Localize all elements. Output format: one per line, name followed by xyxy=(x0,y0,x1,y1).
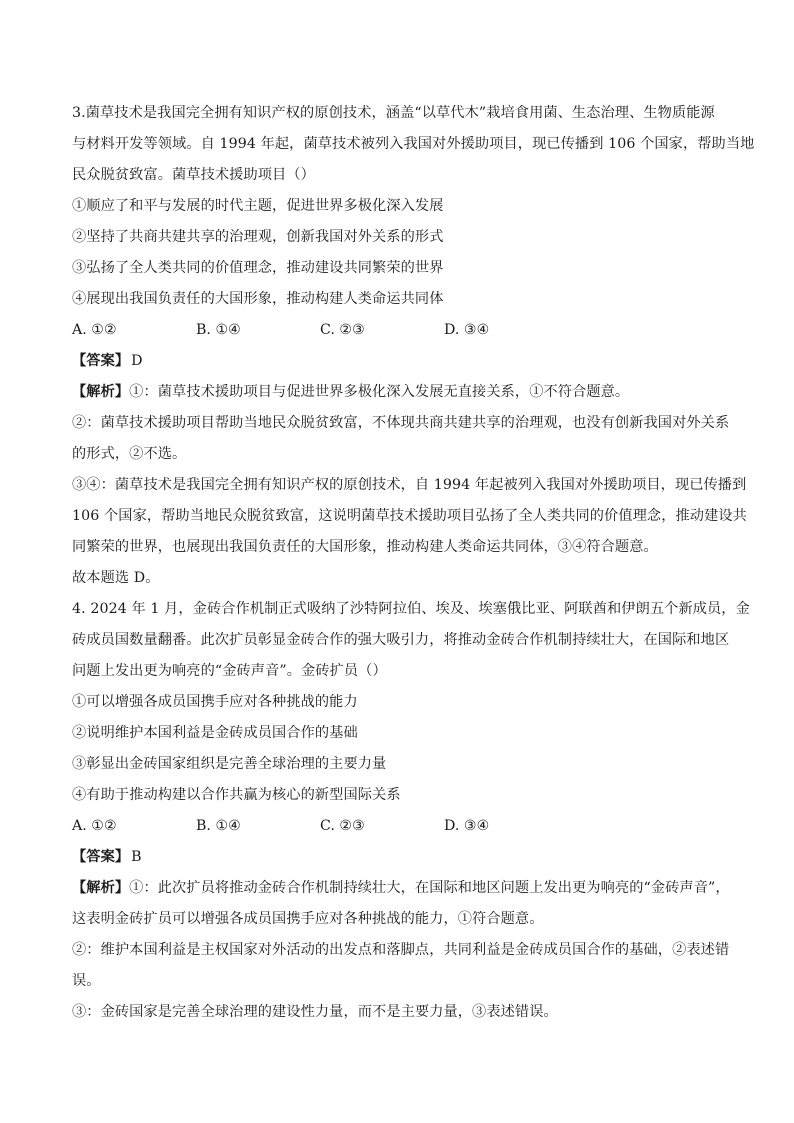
q4-answer-value: B xyxy=(131,849,142,865)
q3-statement-1: ①顺应了和平与发展的时代主题，促进世界多极化深入发展 xyxy=(72,198,444,214)
q3-answer-label: 【答案】 xyxy=(72,353,130,369)
q3-statement-2: ②坚持了共商共建共享的治理观，创新我国对外关系的形式 xyxy=(72,229,444,245)
q3-analysis-line-1 xyxy=(72,377,732,408)
q4-stem-line-3: 问题上发出更为响亮的“金砖声音”。金砖扩员（） xyxy=(72,663,387,679)
q4-statement-1: ①可以增强各成员国携手应对各种挑战的能力 xyxy=(72,694,358,710)
q4-analysis-text-1: ①：此次扩员将推动金砖合作机制持续壮大，在国际和地区问题上发出更为响亮的“金砖声音”， xyxy=(129,880,730,896)
q3-analysis-text-1: ①：菌草技术援助项目与促进世界多极化深入发展无直接关系，①不符合题意。 xyxy=(129,384,630,400)
q4-stem-line-2: 砖成员国数量翻番。此次扩员彰显金砖合作的强大吸引力，将推动金砖合作机制持续壮大，在国际和地区 xyxy=(72,632,730,648)
q4-analysis-line-2: 这表明金砖扩员可以增强各成员国携手应对各种挑战的能力，①符合题意。 xyxy=(72,911,544,927)
q3-analysis-label: 【解析】 xyxy=(72,384,130,400)
q3-analysis-line-6: 同繁荣的世界，也展现出我国负责任的大国形象，推动构建人类命运共同体，③④符合题意。 xyxy=(72,539,658,555)
q3-stem-line-3: 民众脱贫致富。菌草技术援助项目（） xyxy=(72,167,315,183)
q3-statement-4: ④展现出我国负责任的大国形象，推动构建人类命运共同体 xyxy=(72,291,444,307)
q4-statement-4: ④有助于推动构建以合作共赢为核心的新型国际关系 xyxy=(72,787,401,803)
q3-option-b: B. ①④ xyxy=(196,322,241,338)
q4-option-c: C. ②③ xyxy=(320,818,365,834)
q4-analysis-line-4: 误。 xyxy=(72,973,101,989)
q3-option-d: D. ③④ xyxy=(444,322,490,338)
question-3 xyxy=(72,98,755,594)
q3-stem-line-1: 3.菌草技术是我国完全拥有知识产权的原创技术，涵盖“以草代木”栽培食用菌、生态治理、生物质能源 xyxy=(72,105,715,121)
q4-analysis-line-3: ②：维护本国利益是主权国家对外活动的出发点和落脚点，共同利益是金砖成员国合作的基础，②表述错 xyxy=(72,942,730,958)
document-page xyxy=(72,98,755,1028)
q3-analysis-line-5: 106 个国家，帮助当地民众脱贫致富，这说明菌草技术援助项目弘扬了全人类共同的价值理念，推动建设共 xyxy=(72,508,747,524)
q4-analysis-label: 【解析】 xyxy=(72,880,130,896)
q3-option-c: C. ②③ xyxy=(320,322,365,338)
q3-statement-3: ③弘扬了全人类共同的价值理念，推动建设共同繁荣的世界 xyxy=(72,260,444,276)
q4-answer-label: 【答案】 xyxy=(72,849,130,865)
q4-answer xyxy=(72,842,732,873)
q4-option-d: D. ③④ xyxy=(444,818,490,834)
q4-statement-2: ②说明维护本国利益是金砖成员国合作的基础 xyxy=(72,725,358,741)
q3-options xyxy=(72,315,732,346)
q3-analysis-line-4: ③④：菌草技术是我国完全拥有知识产权的原创技术，自 1994 年起被列入我国对外援助项目，现已传播到 xyxy=(72,477,747,493)
q3-analysis-line-7: 故本题选 D。 xyxy=(72,570,160,586)
q3-answer-value: D xyxy=(131,353,143,369)
q3-answer xyxy=(72,346,732,377)
q4-analysis-line-1 xyxy=(72,873,732,904)
q4-stem-line-1: 4. 2024 年 1 月，金砖合作机制正式吸纳了沙特阿拉伯、埃及、埃塞俄比亚、阿联酋和伊朗五个新成员，金 xyxy=(72,601,750,617)
question-4 xyxy=(72,594,750,1028)
q3-analysis-line-3: 的形式，②不选。 xyxy=(72,446,187,462)
q3-analysis-line-2: ②：菌草技术援助项目帮助当地民众脱贫致富，不体现共商共建共享的治理观，也没有创新我国对外关系 xyxy=(72,415,730,431)
q4-option-a: A. ①② xyxy=(72,818,117,834)
q3-option-a: A. ①② xyxy=(72,322,117,338)
q3-stem-line-2: 与材料开发等领域。自 1994 年起，菌草技术被列入我国对外援助项目，现已传播到 106 个国家，帮助当地 xyxy=(72,136,755,152)
q4-options xyxy=(72,811,732,842)
q4-option-b: B. ①④ xyxy=(196,818,241,834)
q4-analysis-line-5: ③：金砖国家是完善全球治理的建设性力量，而不是主要力量，③表述错误。 xyxy=(72,1004,558,1020)
q4-statement-3: ③彰显出金砖国家组织是完善全球治理的主要力量 xyxy=(72,756,387,772)
